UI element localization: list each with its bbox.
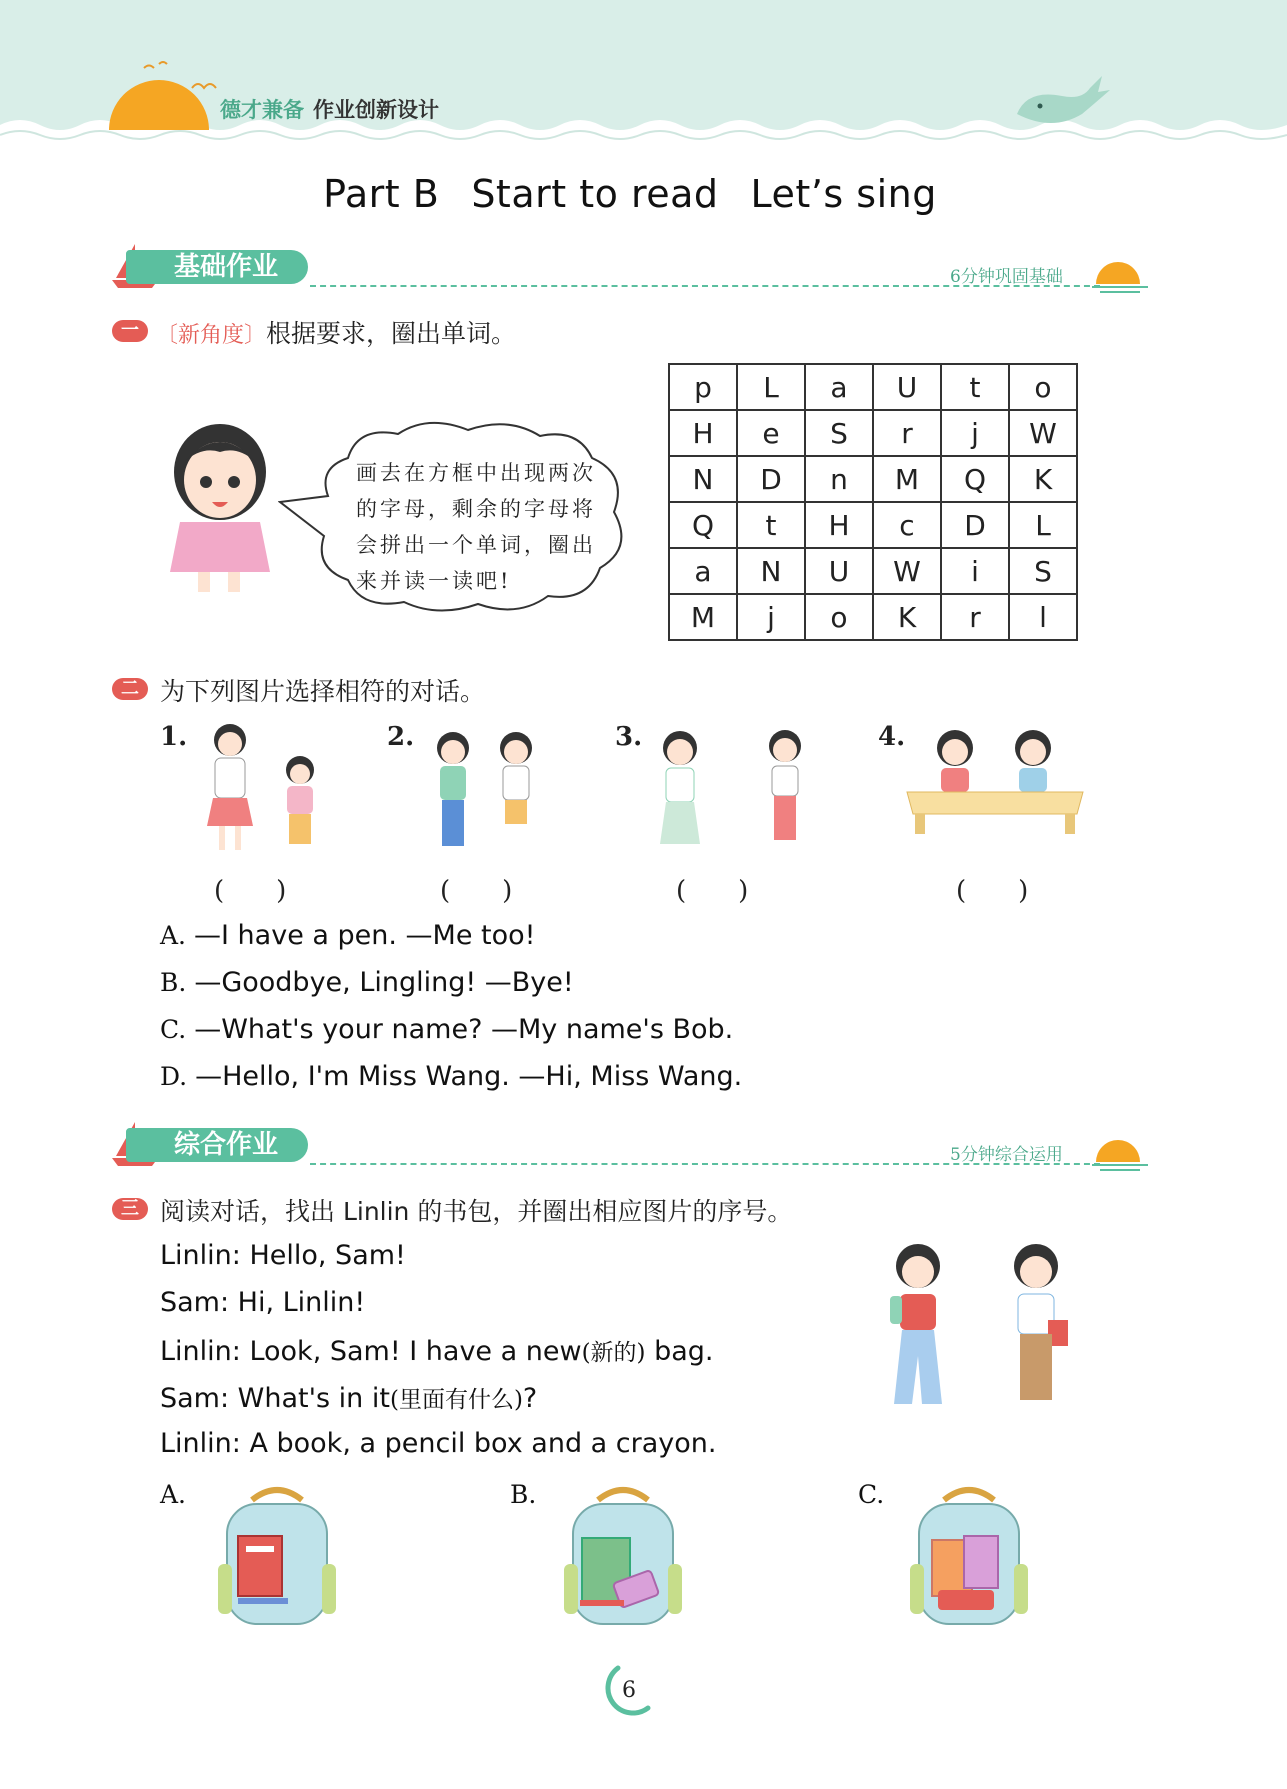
option-d xyxy=(160,1061,742,1092)
bird-icon xyxy=(190,78,220,94)
comprehensive-time-hint: 5分钟综合运用 xyxy=(950,1145,1063,1165)
choice-label-b: B. xyxy=(510,1480,537,1509)
grid-cell[interactable]: H xyxy=(805,502,873,548)
sun-logo-icon xyxy=(104,60,214,130)
grid-cell[interactable]: r xyxy=(873,410,941,456)
backpack-b-image[interactable] xyxy=(558,1484,688,1634)
option-text: —What's your name? —My name's Bob. xyxy=(194,1014,734,1045)
dialogue-line-4 xyxy=(160,1381,537,1414)
sun-hint-icon xyxy=(1092,1132,1148,1172)
option-text: —Hello, I'm Miss Wang. —Hi, Miss Wang. xyxy=(195,1061,743,1092)
answer-blank-1[interactable]: ( ) xyxy=(214,876,287,906)
girl-illustration xyxy=(158,412,278,592)
grid-cell[interactable]: L xyxy=(1009,502,1077,548)
brand-name: 德才兼备 xyxy=(220,98,304,122)
picture-number-4: 4. xyxy=(878,722,906,752)
dialogue-tail: bag. xyxy=(645,1336,714,1367)
question-number-1: 一 xyxy=(112,320,148,342)
dialogue-en: Linlin: Hello, Sam! xyxy=(160,1240,406,1271)
dialogue-gloss: (里面有什么) xyxy=(389,1387,523,1413)
grid-cell[interactable]: K xyxy=(873,594,941,640)
grid-cell[interactable]: Q xyxy=(941,456,1009,502)
grid-cell[interactable]: r xyxy=(941,594,1009,640)
grid-cell[interactable]: L xyxy=(737,364,805,410)
dialogue-en: Sam: Hi, Linlin! xyxy=(160,1287,366,1318)
grid-cell[interactable]: o xyxy=(805,594,873,640)
option-letter: B. xyxy=(160,968,187,997)
question-number-3: 三 xyxy=(112,1198,148,1220)
page-number: 6 xyxy=(622,1678,636,1703)
grid-cell[interactable]: K xyxy=(1009,456,1077,502)
picture-number-3: 3. xyxy=(615,722,643,752)
grid-cell[interactable]: l xyxy=(1009,594,1077,640)
dialogue-tail: ? xyxy=(522,1383,538,1414)
dialogue-line-5 xyxy=(160,1428,716,1459)
backpack-c-image[interactable] xyxy=(904,1484,1034,1634)
grid-row xyxy=(669,594,1077,640)
whale-icon xyxy=(1012,74,1112,134)
dialogue-en: Linlin: A book, a pencil box and a crayon. xyxy=(160,1428,717,1459)
dialogue-line-2 xyxy=(160,1287,365,1318)
grid-cell[interactable]: M xyxy=(669,594,737,640)
question-number-2: 二 xyxy=(112,678,148,700)
option-a xyxy=(160,920,535,951)
comprehensive-section-tag: 综合作业 xyxy=(126,1128,308,1162)
dialogue-gloss: (新的) xyxy=(581,1340,646,1366)
grid-cell[interactable]: D xyxy=(941,502,1009,548)
picture-number-1: 1. xyxy=(160,722,188,752)
grid-cell[interactable]: t xyxy=(941,364,1009,410)
grid-cell[interactable]: j xyxy=(941,410,1009,456)
grid-row xyxy=(669,502,1077,548)
letter-grid xyxy=(668,363,1078,641)
option-letter: D. xyxy=(160,1062,188,1091)
grid-cell[interactable]: Q xyxy=(669,502,737,548)
picture-3-boy-and-girl-waving xyxy=(640,718,820,858)
grid-cell[interactable]: a xyxy=(805,364,873,410)
picture-1-teacher-and-girl xyxy=(185,718,335,858)
sun-hint-icon xyxy=(1092,254,1148,294)
answer-blank-4[interactable]: ( ) xyxy=(956,876,1029,906)
grid-cell[interactable]: a xyxy=(669,548,737,594)
grid-cell[interactable]: M xyxy=(873,456,941,502)
grid-cell[interactable]: e xyxy=(737,410,805,456)
option-c xyxy=(160,1014,733,1045)
grid-cell[interactable]: H xyxy=(669,410,737,456)
option-letter: C. xyxy=(160,1015,187,1044)
option-b xyxy=(160,967,574,998)
grid-cell[interactable]: W xyxy=(873,548,941,594)
picture-4-kids-at-desk xyxy=(905,718,1085,838)
option-text: —Goodbye, Lingling! —Bye! xyxy=(194,967,574,998)
linlin-and-sam-illustration xyxy=(868,1236,1088,1416)
grid-cell[interactable]: S xyxy=(1009,548,1077,594)
choice-label-a: A. xyxy=(160,1480,187,1509)
grid-cell[interactable]: W xyxy=(1009,410,1077,456)
grid-cell[interactable]: j xyxy=(737,594,805,640)
grid-cell[interactable]: t xyxy=(737,502,805,548)
grid-cell[interactable]: U xyxy=(873,364,941,410)
grid-row xyxy=(669,548,1077,594)
grid-cell[interactable]: i xyxy=(941,548,1009,594)
question-3-text: 阅读对话，找出 Linlin 的书包，并圈出相应图片的序号。 xyxy=(160,1197,793,1226)
grid-cell[interactable]: D xyxy=(737,456,805,502)
dialogue-line-3 xyxy=(160,1334,714,1367)
title-section-sing: Let’s sing xyxy=(750,172,937,216)
dialogue-en: Sam: What's in it xyxy=(160,1383,390,1414)
grid-cell[interactable]: N xyxy=(669,456,737,502)
answer-blank-3[interactable]: ( ) xyxy=(676,876,749,906)
page-title xyxy=(0,172,1260,216)
grid-row xyxy=(669,456,1077,502)
title-section-read: Start to read xyxy=(471,172,719,216)
grid-row xyxy=(669,364,1077,410)
answer-blank-2[interactable]: ( ) xyxy=(440,876,513,906)
bubble-instructions: 画去在方框中出现两次的字母，剩余的字母将会拼出一个单词，圈出来并读一读吧! xyxy=(356,461,596,593)
question-1-text: 根据要求，圈出单词。 xyxy=(266,319,517,348)
grid-cell[interactable]: S xyxy=(805,410,873,456)
basic-section-tag: 基础作业 xyxy=(126,250,308,284)
picture-2-boy-and-girl xyxy=(418,718,548,858)
choice-label-c: C. xyxy=(858,1480,885,1509)
title-part: Part B xyxy=(323,172,440,216)
grid-cell[interactable]: o xyxy=(1009,364,1077,410)
grid-cell[interactable]: c xyxy=(873,502,941,548)
question-1-prompt xyxy=(156,314,516,350)
grid-cell[interactable]: n xyxy=(805,456,873,502)
option-letter: A. xyxy=(160,921,187,950)
dialogue-line-1 xyxy=(160,1240,406,1271)
question-2-text: 为下列图片选择相符的对话。 xyxy=(160,677,486,706)
grid-cell[interactable]: p xyxy=(669,364,737,410)
grid-row xyxy=(669,410,1077,456)
dialogue-en: Linlin: Look, Sam! I have a new xyxy=(160,1336,582,1367)
question-1-tag: 〔新角度〕 xyxy=(156,323,267,348)
basic-time-hint: 6分钟巩固基础 xyxy=(950,267,1063,287)
picture-number-2: 2. xyxy=(387,722,415,752)
grid-cell[interactable]: U xyxy=(805,548,873,594)
grid-cell[interactable]: N xyxy=(737,548,805,594)
backpack-a-image[interactable] xyxy=(212,1484,342,1634)
brand-subtitle: 作业创新设计 xyxy=(313,98,439,122)
option-text: —I have a pen. —Me too! xyxy=(194,920,536,951)
